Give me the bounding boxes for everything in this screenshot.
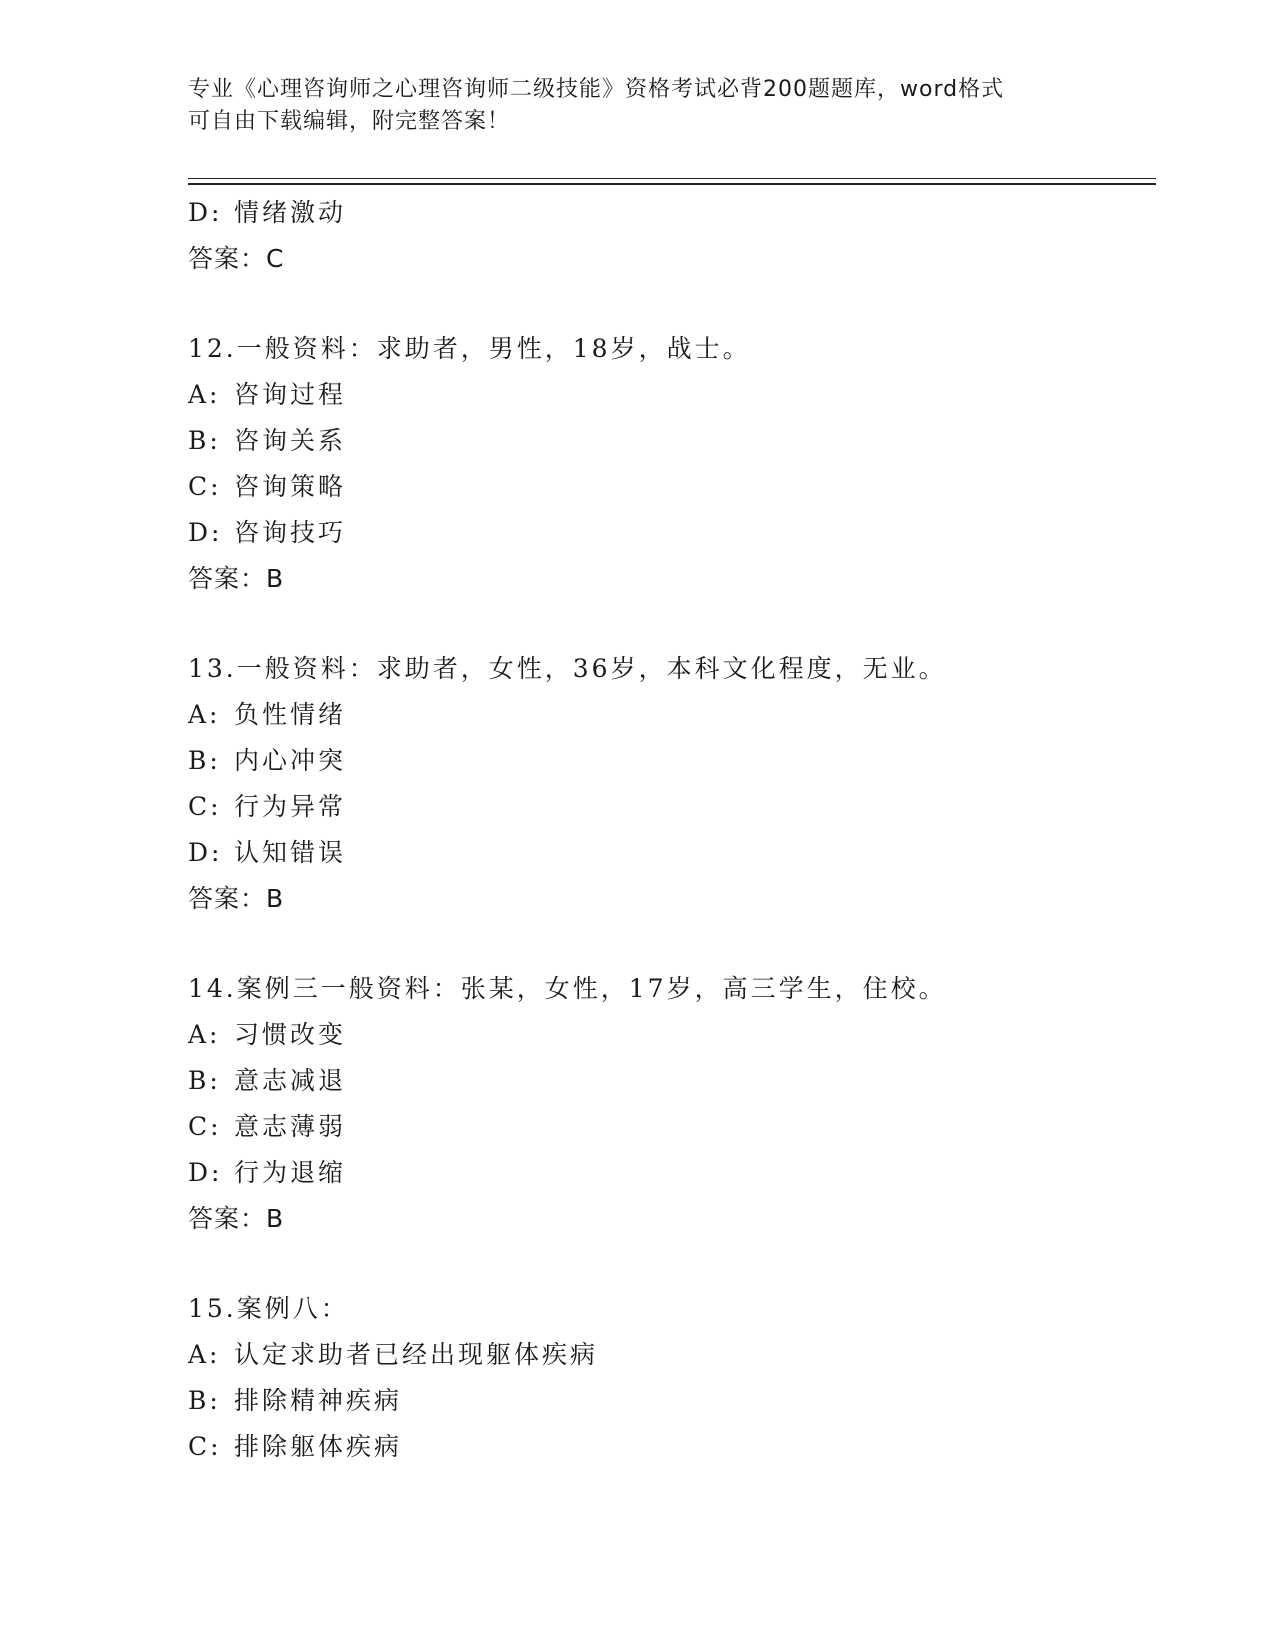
option-label: B:	[188, 1386, 221, 1415]
question-stem: 13.一般资料：求助者，女性，36岁，本科文化程度，无业。	[188, 654, 947, 683]
answer-line: 答案：B	[188, 884, 285, 913]
option-label: C:	[188, 1432, 222, 1461]
option-b	[188, 418, 1148, 464]
answer-line: 答案：B	[188, 1204, 285, 1233]
option-d	[188, 830, 1148, 876]
question-stem: 15.案例八：	[188, 1294, 349, 1323]
header-divider-thin	[188, 178, 1156, 179]
option-text: 行为异常	[234, 792, 347, 821]
option-text: 认知错误	[234, 838, 347, 867]
option-c	[188, 464, 1148, 510]
option-text: 排除精神疾病	[234, 1386, 403, 1415]
option-label: B:	[188, 1066, 221, 1095]
option-label: B:	[188, 426, 221, 455]
header-title-line-1: 专业《心理咨询师之心理咨询师二级技能》资格考试必背200题题库，word格式	[188, 77, 1005, 102]
option-b	[188, 1378, 1148, 1424]
option-label: A:	[188, 1340, 221, 1369]
option-label: D:	[188, 518, 223, 547]
option-label: A:	[188, 700, 221, 729]
option-label: C:	[188, 792, 222, 821]
option-d	[188, 510, 1148, 556]
option-d	[188, 190, 1148, 236]
option-text: 意志薄弱	[234, 1112, 347, 1141]
option-text: 行为退缩	[234, 1158, 347, 1187]
question-stem: 14.案例三一般资料：张某，女性，17岁，高三学生，住校。	[188, 974, 947, 1003]
option-label: D:	[188, 1158, 223, 1187]
option-text: 习惯改变	[234, 1020, 347, 1049]
option-text: 负性情绪	[234, 700, 347, 729]
option-b	[188, 1058, 1148, 1104]
header-divider-thick	[188, 183, 1156, 185]
option-text: 内心冲突	[234, 746, 347, 775]
option-text: 意志减退	[234, 1066, 347, 1095]
option-label: D:	[188, 838, 223, 867]
spacer	[188, 922, 1148, 966]
spacer	[188, 602, 1148, 646]
document-header	[188, 74, 1068, 138]
option-text: 咨询策略	[234, 472, 347, 501]
option-text: 排除躯体疾病	[234, 1432, 403, 1461]
option-a	[188, 372, 1148, 418]
option-c	[188, 784, 1148, 830]
option-text: 情绪激动	[234, 198, 347, 227]
option-text: 咨询关系	[234, 426, 347, 455]
spacer	[188, 1242, 1148, 1286]
option-c	[188, 1424, 1148, 1470]
option-label: D:	[188, 198, 223, 227]
answer-line: 答案：B	[188, 564, 285, 593]
option-b	[188, 738, 1148, 784]
option-a	[188, 1332, 1148, 1378]
option-c	[188, 1104, 1148, 1150]
option-a	[188, 692, 1148, 738]
option-label: C:	[188, 472, 222, 501]
option-text: 咨询技巧	[234, 518, 347, 547]
header-title-line-2: 可自由下载编辑，附完整答案！	[188, 109, 511, 134]
option-label: A:	[188, 1020, 221, 1049]
option-d	[188, 1150, 1148, 1196]
option-label: C:	[188, 1112, 222, 1141]
option-label: B:	[188, 746, 221, 775]
question-stem: 12.一般资料：求助者，男性，18岁，战士。	[188, 334, 751, 363]
option-label: A:	[188, 380, 221, 409]
option-text: 咨询过程	[234, 380, 347, 409]
option-text: 认定求助者已经出现躯体疾病	[234, 1340, 599, 1369]
question-list	[188, 190, 1148, 1470]
option-a	[188, 1012, 1148, 1058]
answer-line: 答案：C	[188, 244, 285, 273]
spacer	[188, 282, 1148, 326]
